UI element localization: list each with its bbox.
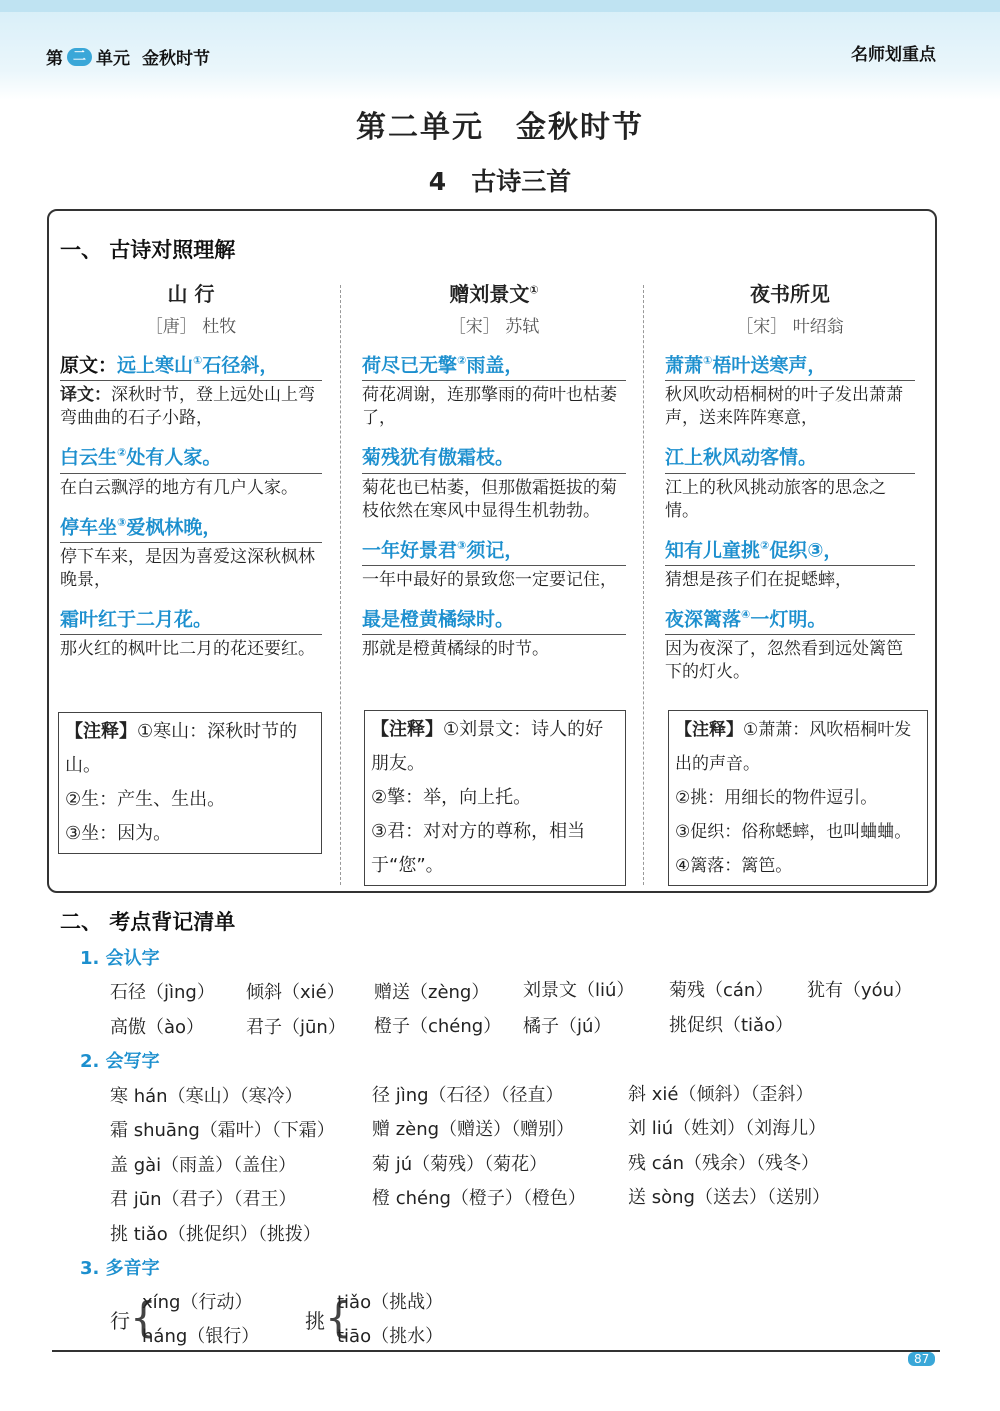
polyphone-item: 行 { xíng（行动） háng（银行） [110, 1292, 260, 1347]
page-title: 第二单元 金秋时节 [356, 110, 644, 145]
translation-line: 荷花凋谢，连那擎雨的荷叶也枯萎了， [362, 385, 617, 429]
original-line: 江上秋风动客情。 [665, 440, 915, 473]
original-line: 停车坐③爱枫林晚， [60, 510, 322, 543]
translation-line: 在白云飘浮的地方有几户人家。 [60, 477, 298, 498]
write-entry: 霜 shuāng（霜叶）（下霜） [110, 1120, 335, 1141]
line-pair [60, 440, 322, 499]
poem-author: ［唐］ 杜牧 [145, 317, 237, 337]
poem-title: 夜书所见 [750, 282, 830, 306]
write-entry: 盖 gài（雨盖）（盖住） [110, 1155, 297, 1176]
lesson-title: 4 古诗三首 [428, 167, 572, 196]
poem-column [60, 278, 322, 671]
section-title-2: 二、 考点背记清单 [60, 910, 236, 934]
list-title-write: 2. 会写字 [80, 1051, 160, 1072]
list-title-recognize: 1. 会认字 [80, 948, 160, 969]
column-divider [340, 285, 341, 885]
line-pair [60, 348, 322, 430]
word-entry: 菊残（cán） [669, 980, 774, 1001]
line-pair [362, 533, 626, 592]
column-divider [643, 285, 644, 885]
translation-line: 那火红的枫叶比二月的花还要红。 [60, 639, 315, 660]
translation-line: 停下车来，是因为喜爱这深秋枫林晚景， [60, 546, 315, 590]
write-entry: 残 cán（残余）（残冬） [628, 1153, 820, 1174]
translation-line: 秋风吹动梧桐树的叶子发出萧萧声，送来阵阵寒意， [665, 385, 903, 429]
word-entry: 倾斜（xié） [246, 982, 345, 1003]
series-label: 名师划重点 [851, 45, 936, 65]
translation-line: 菊花也已枯萎，但那傲霜挺拔的菊枝依然在寒风中显得生机勃勃。 [362, 477, 617, 521]
original-line: 荷尽已无擎②雨盖， [362, 348, 626, 381]
translation-line: 因为夜深了，忽然看到远处篱笆下的灯火。 [665, 639, 903, 683]
original-line: 一年好景君③须记， [362, 533, 626, 566]
line-pair [665, 602, 915, 684]
original-line: 菊残犹有傲霜枝。 [362, 440, 626, 473]
line-pair [665, 533, 915, 592]
section-title-1: 一、 古诗对照理解 [60, 238, 236, 262]
write-entry: 挑 tiǎo（挑促织）（挑拨） [110, 1224, 321, 1245]
original-line: 霜叶红于二月花。 [60, 602, 322, 635]
brace: { [325, 1293, 352, 1342]
polyphone-item: 挑 { tiǎo（挑战） tiāo（挑水） [305, 1292, 444, 1347]
unit-theme: 金秋时节 [142, 49, 211, 69]
word-entry: 石径（jìng） [110, 982, 215, 1003]
notes-box: 【注释】①刘景文：诗人的好朋友。 ②擎：举，向上托。 ③君：对对方的尊称，相当于“您”。 [364, 710, 626, 886]
footer-rule [52, 1350, 940, 1352]
original-line: 原文：远上寒山①石径斜， [60, 348, 322, 381]
poem-author: ［宋］ 叶绍翁 [736, 317, 844, 337]
line-pair [362, 348, 626, 430]
word-entry: 赠送（zèng） [374, 982, 490, 1003]
unit-prefix: 第 [46, 49, 63, 69]
line-pair [362, 440, 626, 522]
poem-author: ［宋］ 苏轼 [448, 317, 540, 337]
word-entry: 橙子（chéng） [374, 1016, 502, 1037]
translation-line: 一年中最好的景致您一定要记住， [362, 569, 617, 590]
word-entry: 刘景文（liú） [523, 980, 635, 1001]
translation-line: 译文：深秋时节，登上远处山上弯弯曲曲的石子小路， [60, 385, 315, 429]
translation-line: 江上的秋风挑动旅客的思念之情。 [665, 477, 886, 521]
write-entry: 寒 hán（寒山）（寒冷） [110, 1086, 303, 1107]
list-title-polyphone: 3. 多音字 [80, 1258, 160, 1279]
write-entry: 径 jìng（石径）（径直） [372, 1085, 564, 1106]
write-entry: 赠 zèng（赠送）（赠别） [372, 1119, 575, 1140]
write-entry: 送 sòng（送去）（送别） [628, 1187, 830, 1208]
line-pair [665, 348, 915, 430]
write-entry: 斜 xié（倾斜）（歪斜） [628, 1084, 814, 1105]
poem-title: 山 行 [167, 282, 215, 306]
translation-line: 猜想是孩子们在捉蟋蟀， [665, 569, 852, 590]
word-entry: 挑促织（tiǎo） [669, 1015, 794, 1036]
write-entry: 菊 jú（菊残）（菊花） [372, 1154, 548, 1175]
poem-column [362, 278, 626, 671]
notes-box: 【注释】①寒山：深秋时节的山。 ②生：产生、生出。 ③坐：因为。 [58, 712, 322, 854]
line-pair [362, 602, 626, 661]
original-line: 最是橙黄橘绿时。 [362, 602, 626, 635]
word-entry: 犹有（yóu） [807, 980, 913, 1001]
unit-number: 二 [67, 48, 92, 66]
write-entry: 橙 chéng（橙子）（橙色） [372, 1188, 586, 1209]
line-pair [60, 602, 322, 661]
original-line: 萧萧①梧叶送寒声， [665, 348, 915, 381]
write-entry: 君 jūn（君子）（君王） [110, 1189, 297, 1210]
page-number: 87 [908, 1352, 935, 1366]
line-pair [60, 510, 322, 592]
line-pair [665, 440, 915, 522]
header-strip [0, 0, 1000, 12]
brace: { [130, 1293, 157, 1342]
unit-suffix: 单元 [96, 49, 131, 69]
translation-line: 那就是橙黄橘绿的时节。 [362, 639, 549, 660]
original-line: 白云生②处有人家。 [60, 440, 322, 473]
write-entry: 刘 liú（姓刘）（刘海儿） [628, 1118, 827, 1139]
notes-box: 【注释】①萧萧：风吹梧桐叶发出的声音。 ②挑：用细长的物件逗引。 ③促织：俗称蟋蟀，也叫蛐蛐。 ④篱落：篱笆。 [668, 710, 928, 886]
unit-badge [46, 44, 210, 69]
original-line: 夜深篱落④一灯明。 [665, 602, 915, 635]
word-entry: 高傲（ào） [110, 1017, 205, 1038]
word-entry: 君子（jūn） [246, 1017, 346, 1038]
poem-column [665, 278, 915, 694]
word-entry: 橘子（jú） [523, 1016, 612, 1037]
poem-title: 赠刘景文① [449, 282, 539, 306]
original-line: 知有儿童挑②促织③， [665, 533, 915, 566]
